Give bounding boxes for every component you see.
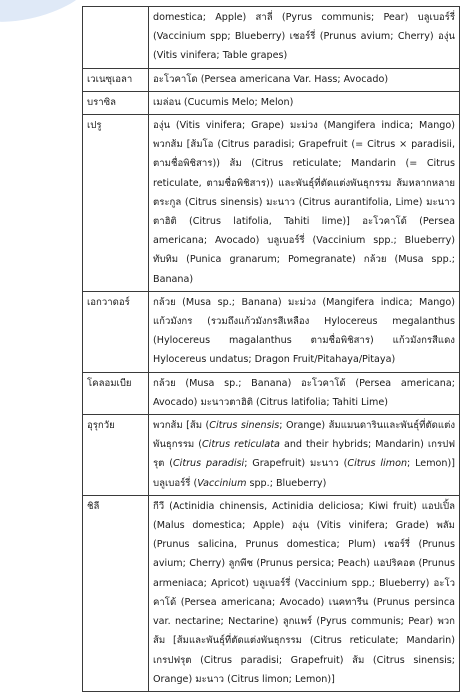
decorative-swoosh xyxy=(0,0,94,32)
table-row xyxy=(83,68,460,91)
table-row xyxy=(83,7,460,69)
text-segment: spp.; Blueberry) xyxy=(246,477,327,489)
table-row xyxy=(83,91,460,114)
country-cell: เวเนซุเอลา xyxy=(83,68,149,91)
scientific-name: Citrus limon xyxy=(347,458,408,470)
products-cell: องุ่น (Vitis vinifera; Grape) มะม่วง (Mangifera indica; Mango) พวกส้ม [ส้มโอ (Citrus paradisi; Grapefruit (= Citrus × paradisii, ตามชื่อพิชิสาร)) ส้ม (Citrus reticulate; Mandarin (= Citrus reticulate, ตามชื่อพิชิสาร)) และพันธุ์ที่ตัดแต่งพันธุกรรม ส้มหลากหลายตระกูล (Citrus sinensis) มะนาว (Citrus aurantifolia, Lime) มะนาวตาฮิติ (Citrus latifolia, Tahiti lime)] อะโวคาโด้ (Persea americana; Avocado) บลูเบอร์รี่ (Vaccinium spp.; Blueberry) ทับทิม (Punica granarum; Pomegranate) กล้วย (Musa spp.; Banana) xyxy=(149,115,460,292)
scientific-name: Citrus paradisi xyxy=(172,458,245,470)
text-segment: พวกส้ม [ส้ม ( xyxy=(153,420,210,432)
products-cell: กล้วย (Musa sp.; Banana) อะโวคาโด้ (Persea americana; Avocado) มะนาวตาฮิติ (Citrus latifolia; Tahiti Lime) xyxy=(149,372,460,414)
country-cell: โคลอมเบีย xyxy=(83,372,149,414)
products-cell: domestica; Apple) สาลี่ (Pyrus communis; Pear) บลูเบอร์รี่ (Vaccinium spp; Blueberry) เชอร์รี่ (Prunus avium; Cherry) องุ่น (Vitis vinifera; Table grapes) xyxy=(149,7,460,69)
products-cell xyxy=(149,415,460,496)
text-segment: and their hybrids; Mandarin) เกรปฟรุต ( xyxy=(153,439,456,470)
country-cell xyxy=(83,7,149,69)
table-row xyxy=(83,115,460,292)
text-segment: ; Lemon)] บลูเบอร์รี่ ( xyxy=(153,458,455,489)
import-products-table xyxy=(82,6,460,692)
products-cell: กล้วย (Musa sp.; Banana) มะม่วง (Mangifera indica; Mango) แก้วมังกร (รวมถึงแก้วมังกรสีเหลือง Hylocereus megalanthus (Hylocereus magalanthus ตามชื่อพิชิสาร) แก้วมังกรสีแดง Hylocereus undatus; Dragon Fruit/Pitahaya/Pitaya) xyxy=(149,291,460,372)
scientific-name: Vaccinium xyxy=(197,477,247,489)
country-cell: อุรุกวัย xyxy=(83,415,149,496)
table-row xyxy=(83,415,460,496)
text-segment: ; Grapefruit) มะนาว ( xyxy=(244,458,348,470)
table-row xyxy=(83,495,460,691)
table-row xyxy=(83,291,460,372)
text-segment: ; Orange) ส้มแมนดารินและพันธุ์ที่ตัดแต่งพันธุกรรม ( xyxy=(153,420,455,451)
country-cell: เอกวาดอร์ xyxy=(83,291,149,372)
products-cell: อะโวคาโด (Persea americana Var. Hass; Avocado) xyxy=(149,68,460,91)
country-cell: ชิลี xyxy=(83,495,149,691)
scientific-name: Citrus reticulata xyxy=(201,439,280,451)
country-cell: บราซิล xyxy=(83,91,149,114)
products-cell: เมล่อน (Cucumis Melo; Melon) xyxy=(149,91,460,114)
table-row xyxy=(83,372,460,414)
country-cell: เปรู xyxy=(83,115,149,292)
products-cell: กีวี (Actinidia chinensis, Actinidia deliciosa; Kiwi fruit) แอปเปิ้ล (Malus domestica; Apple) องุ่น (Vitis vinifera; Grade) พลัม (Prunus salicina, Prunus domestica; Plum) เชอร์รี่ (Prunus avium; Cherry) ลูกพีช (Prunus persica; Peach) แอปริคอต (Prunus armeniaca; Apricot) บลูเบอร์รี่ (Vaccinium spp.; Blueberry) อะโวคาโด้ (Persea americana; Avocado) เนคทารีน (Prunus persinca var. nectarine; Nectarine) ลูกแพร์ (Pyrus communis; Pear) พวกส้ม [ส้มและพันธุ์ที่ตัดแต่งพันธุกรรม (Citrus reticulate; Mandarin) เกรปฟรุต (Citrus paradisi; Grapefruit) ส้ม (Citrus sinensis; Orange) มะนาว (Citrus limon; Lemon)] xyxy=(149,495,460,691)
scientific-name: Citrus sinensis xyxy=(209,420,280,432)
